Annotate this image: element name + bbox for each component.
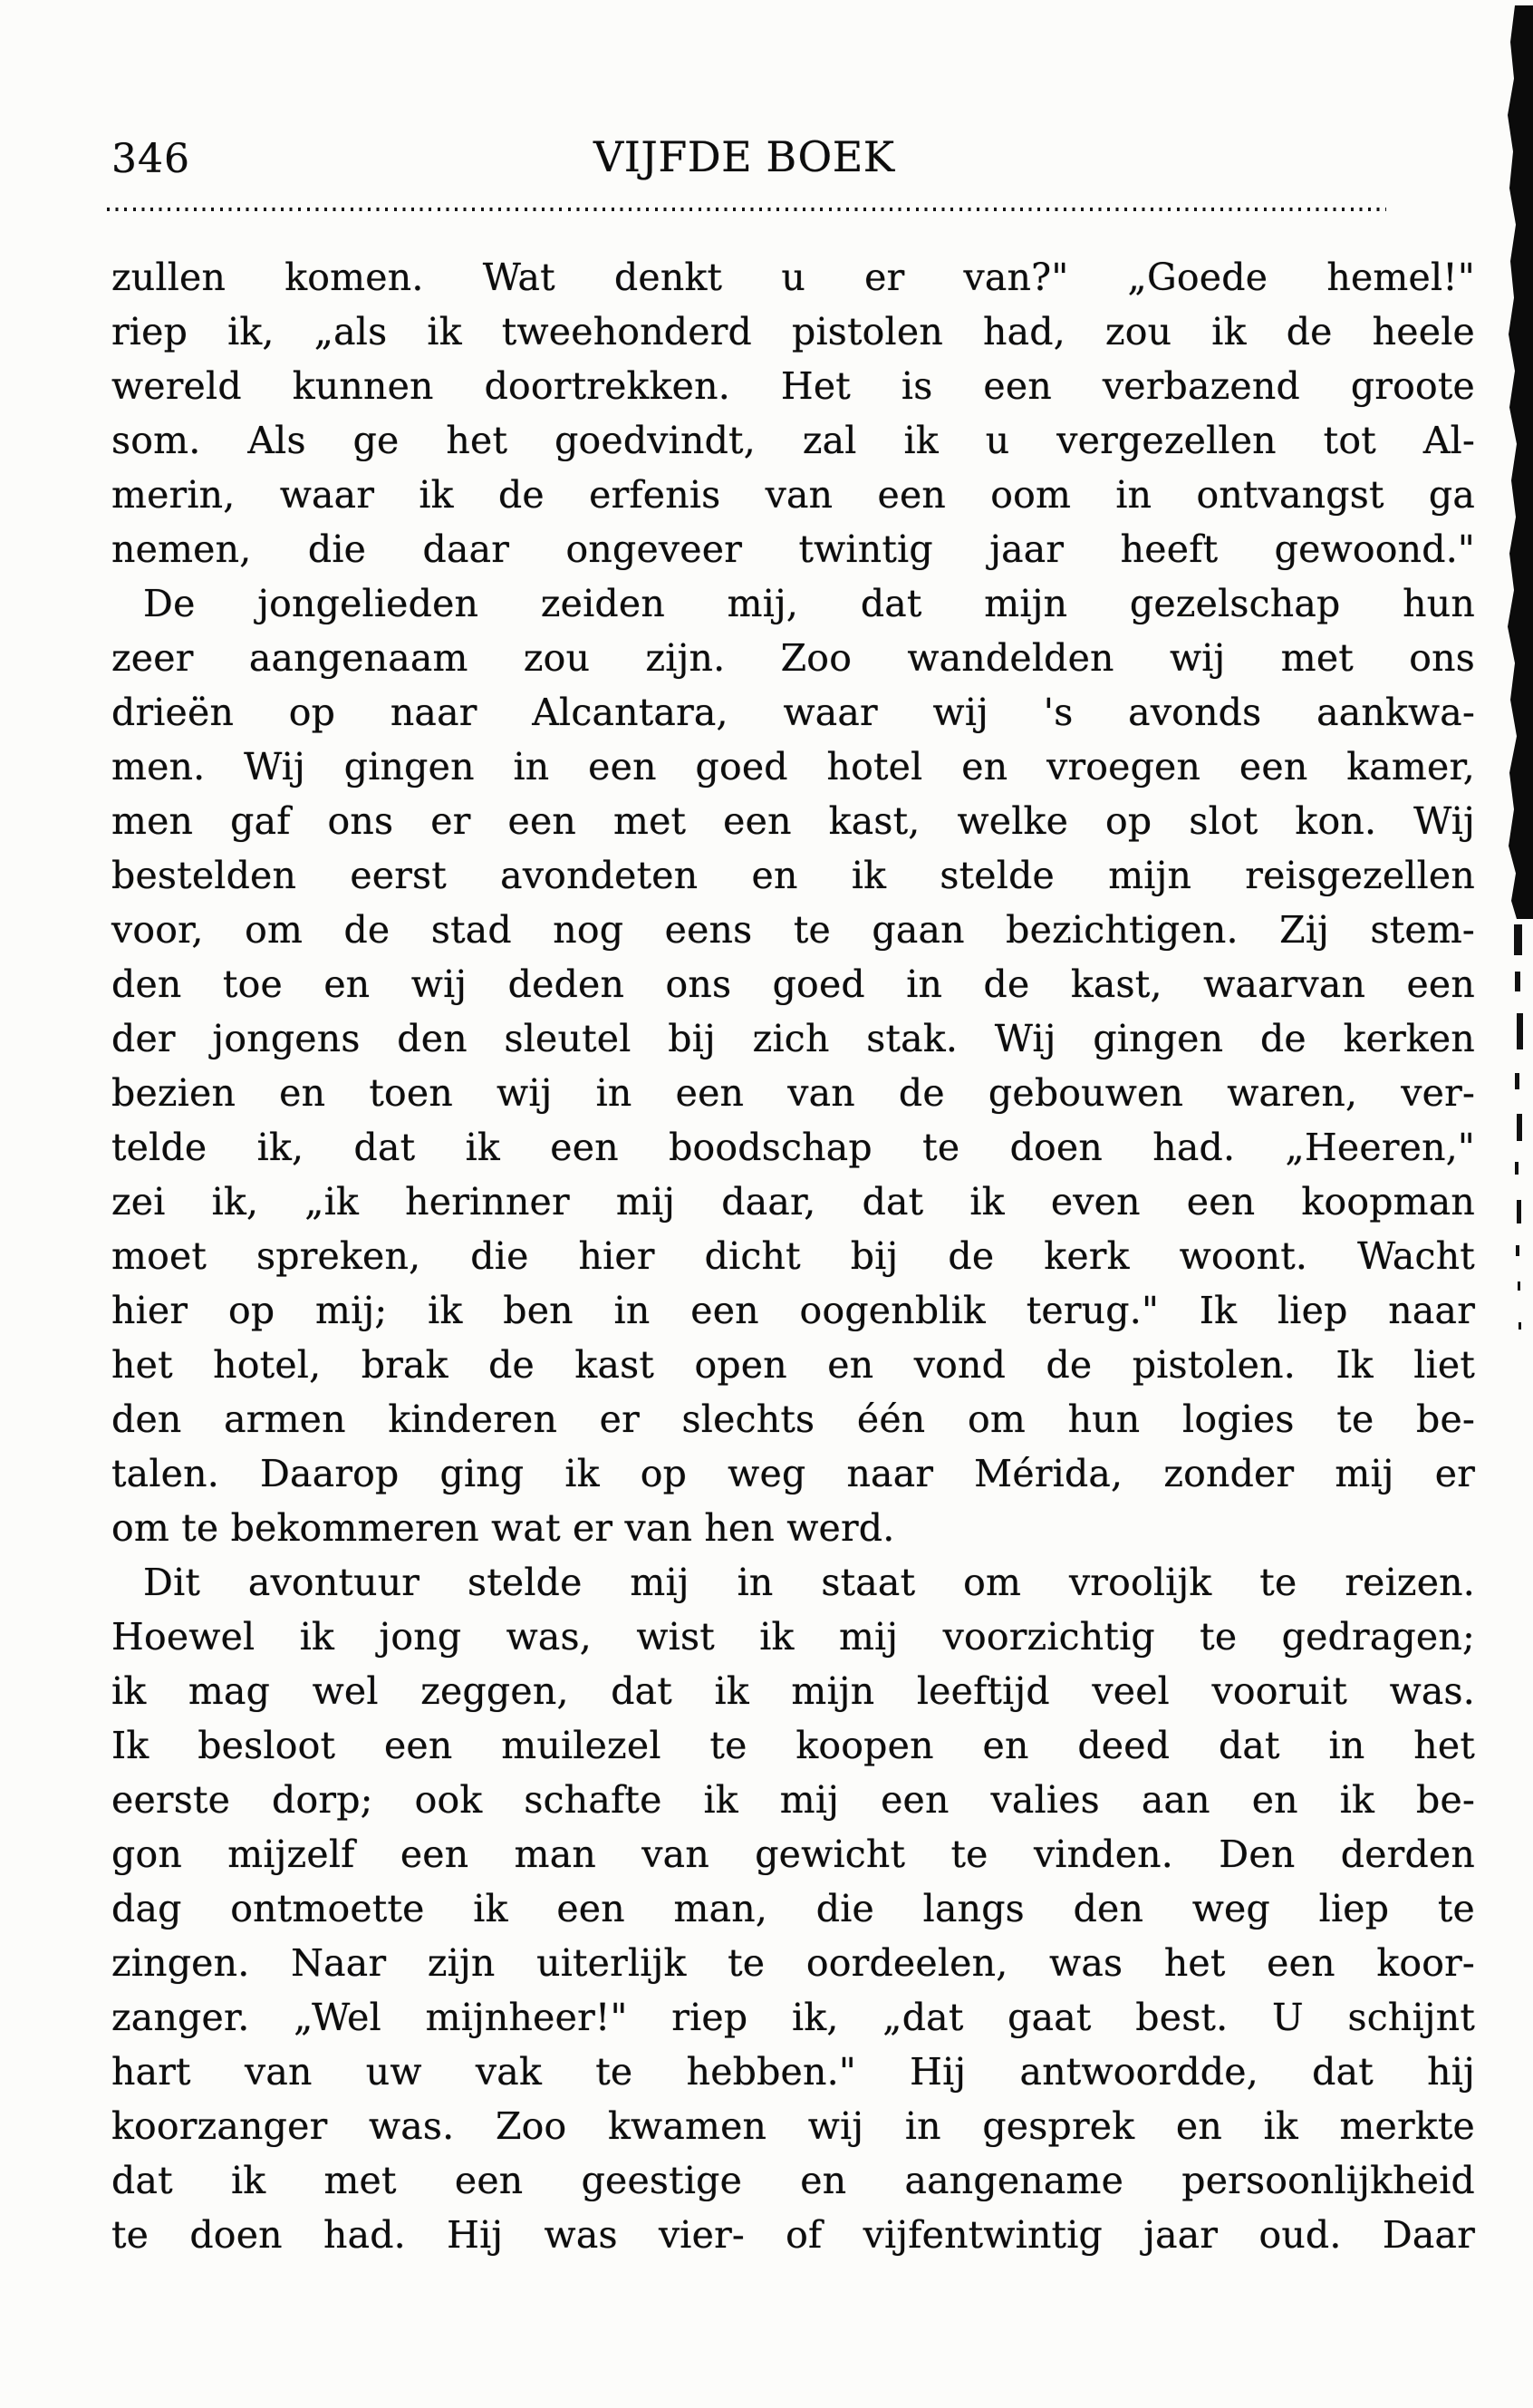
text-line: hier op mij; ik ben in een oogenblik terug." Ik liep naar [111, 1289, 1475, 1332]
page-number: 346 [111, 136, 190, 182]
running-title: VIJFDE BOEK [593, 132, 895, 181]
text-line: zingen. Naar zijn uiterlijk te oordeelen, was het een koor- [111, 1941, 1475, 1985]
text-line: Hoewel ik jong was, wist ik mij voorzichtig te gedragen; [111, 1615, 1475, 1659]
text-line: men gaf ons er een met een kast, welke op slot kon. Wij [111, 799, 1475, 843]
text-line: De jongelieden zeiden mij, dat mijn gezelschap hun [143, 582, 1475, 625]
text-line: te doen had. Hij was vier- of vijfentwintig jaar oud. Daar [111, 2213, 1475, 2257]
scan-speck [1517, 1200, 1521, 1223]
text-line: zanger. „Wel mijnheer!" riep ik, „dat gaat best. U schijnt [111, 1996, 1475, 2039]
text-line: moet spreken, die hier dicht bij de kerk woont. Wacht [111, 1234, 1475, 1278]
text-line: zullen komen. Wat denkt u er van?" „Goede hemel!" [111, 256, 1475, 299]
scan-speck [1514, 924, 1522, 955]
text-line: den toe en wij deden ons goed in de kast, waarvan een [111, 962, 1475, 1006]
scan-speck [1515, 1162, 1519, 1175]
text-line: Dit avontuur stelde mij in staat om vroolijk te reizen. [143, 1561, 1475, 1604]
text-line: men. Wij gingen in een goed hotel en vroegen een kamer, [111, 745, 1475, 788]
text-line: zeer aangenaam zou zijn. Zoo wandelden wij met ons [111, 636, 1475, 680]
text-line: riep ik, „als ik tweehonderd pistolen had, zou ik de heele [111, 310, 1475, 353]
text-line: koorzanger was. Zoo kwamen wij in gesprek en ik merkte [111, 2104, 1475, 2148]
scan-speck [1517, 1114, 1522, 1141]
scan-speck [1517, 1013, 1523, 1049]
header-dotted-rule [107, 208, 1386, 211]
scan-speck [1519, 1322, 1521, 1330]
text-line: telde ik, dat ik een boodschap te doen had. „Heeren," [111, 1126, 1475, 1169]
text-line: drieën op naar Alcantara, waar wij 's avonds aankwa- [111, 691, 1475, 734]
text-line: eerste dorp; ook schafte ik mij een valies aan en ik be- [111, 1778, 1475, 1822]
text-line: nemen, die daar ongeveer twintig jaar heeft gewoond." [111, 527, 1475, 571]
text-line: gon mijzelf een man van gewicht te vinden. Den derden [111, 1833, 1475, 1876]
text-block [111, 250, 1475, 2262]
text-line: het hotel, brak de kast open en vond de pistolen. Ik liet [111, 1343, 1475, 1387]
text-line: om te bekommeren wat er van hen werd. [111, 1506, 895, 1550]
text-line: dat ik met een geestige en aangename persoonlijkheid [111, 2159, 1475, 2202]
text-line: zei ik, „ik herinner mij daar, dat ik even een koopman [111, 1180, 1475, 1223]
scan-edge-specks [1497, 919, 1533, 1345]
text-line: ik mag wel zeggen, dat ik mijn leeftijd veel vooruit was. [111, 1669, 1475, 1713]
text-line: voor, om de stad nog eens te gaan bezichtigen. Zij stem- [111, 908, 1475, 952]
text-line: dag ontmoette ik een man, die langs den weg liep te [111, 1887, 1475, 1930]
text-line: wereld kunnen doortrekken. Het is een verbazend groote [111, 364, 1475, 408]
text-line: merin, waar ik de erfenis van een oom in ontvangst ga [111, 473, 1475, 517]
scan-speck [1516, 1245, 1519, 1256]
text-line: Ik besloot een muilezel te koopen en deed dat in het [111, 1724, 1475, 1767]
text-line: hart van uw vak te hebben." Hij antwoordde, dat hij [111, 2050, 1475, 2094]
scan-speck [1515, 1073, 1519, 1089]
text-line: talen. Daarop ging ik op weg naar Mérida, zonder mij er [111, 1452, 1475, 1495]
scan-edge-artifact [1500, 5, 1533, 919]
text-line: den armen kinderen er slechts één om hun logies te be- [111, 1397, 1475, 1441]
scan-speck [1518, 1281, 1520, 1291]
text-line: bestelden eerst avondeten en ik stelde mijn reisgezellen [111, 854, 1475, 897]
text-line: som. Als ge het goedvindt, zal ik u vergezellen tot Al- [111, 419, 1475, 462]
text-line: der jongens den sleutel bij zich stak. Wij gingen de kerken [111, 1017, 1475, 1060]
scan-speck [1515, 972, 1520, 991]
text-line: bezien en toen wij in een van de gebouwen waren, ver- [111, 1071, 1475, 1115]
